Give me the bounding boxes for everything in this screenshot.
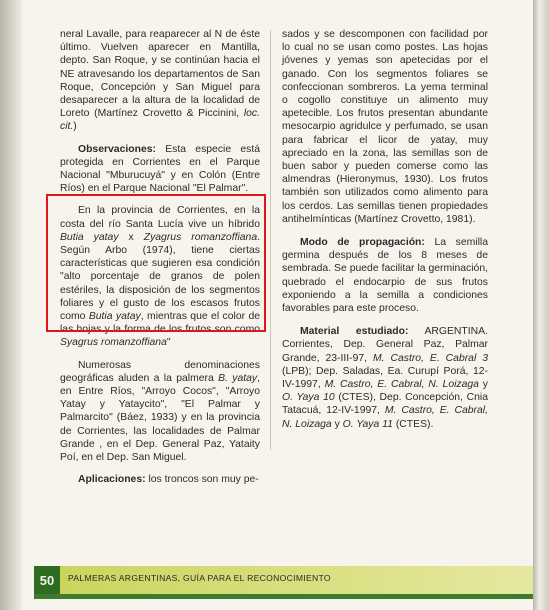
material-heading: Material estudiado:: [300, 326, 409, 338]
applications-heading: Aplicaciones:: [78, 474, 146, 486]
uses-paragraph: sados y se descomponen con facilidad por lo cual no se usan como postes. Las hojas jóvenes y yemas son apetecidas por el ganado. Con los segmentos foliares se confeccionan sombreros. La yema terminal o cogollo constituye un alimento muy apetecible. Los frutos presentan abundante mesocarpio agridulce y perfumado, se usan para fabricar el licor de yatay, muy apreciado en la zona, las semillas son de buen sabor y pueden comerse como las almendras (Hieronymus, 1930). Los frutos también son utilizados como alimento para los cerdos. Las semillas tienen propiedades antihelmínticas (Martínez Crovetto, 1981).: [282, 29, 488, 225]
propagation-heading: Modo de propagación:: [300, 237, 425, 249]
observations-heading: Observaciones:: [78, 143, 156, 155]
footer-stripe: [34, 594, 533, 599]
observations-paragraph: Observaciones: Esta especie está protegida en Corrientes en el Parque Nacional "Mburucuyá" y en Colón (Entre Ríos) en el Parque Nacional "El Palmar".: [60, 143, 260, 195]
applications-paragraph: Aplicaciones: los troncos son muy pe-: [78, 474, 259, 486]
highlight-annotation-box: [46, 194, 266, 332]
page-number: 50: [34, 566, 60, 594]
place-names-paragraph: Numerosas denominaciones geográficas aluden a la palmera B. yatay, en Entre Ríos, "Arroyo Cocos", "Arroyo Yatay y Yataycito", "El Palmar y Palmarcito" (Báez, 1933) y en la provincia de Corrientes, las localidades de Palmar Grande , en el Dep. General Paz, Yataity Poí, en el Dep. San Miguel.: [60, 359, 260, 464]
right-column: [282, 28, 488, 440]
column-divider: [270, 30, 271, 450]
page-gutter: [0, 0, 22, 610]
propagation-paragraph: Modo de propagación: La semilla germina después de los 8 meses de sembrada. Se puede facilitar la germinación, quebrado el endocarpio de sus frutos exponiendo a la semilla a condiciones favorables para este proceso.: [282, 237, 489, 315]
hybrid-paragraph: En la provincia de Corrientes, en la costa del río Santa Lucía vive un híbrido Butia yatay x Zyagrus romanzoffiana. Según Arbo (1974), tiene ciertas características que sugieren esa condición "alto porcentaje de granos de polen estériles, la disposición de los segmentos foliares y el gusto de los escasos frutos como Butia yatay, mientras que el color de las hojas y la forma de los frutos son como Syagrus romanzoffiana": [60, 205, 261, 349]
running-title: PALMERAS ARGENTINAS, GUÍA PARA EL RECONOCIMIENTO: [68, 573, 331, 583]
material-paragraph: Material estudiado: ARGENTINA. Corrientes, Dep. General Paz, Palmar Grande, 23-III-97, M. Castro, E. Cabral 3 (LPB); Dep. Saladas, Ea. Curupí Porá, 12-IV-1997, M. Castro, E. Cabral, N. Loizaga y O. Yaya 10 (CTES), Dep. Concepción, Cnia Tatacuá, 12-IV-1997, M. Castro, E. Cabral, N. Loizaga y O. Yaya 11 (CTES).: [282, 326, 488, 430]
distribution-paragraph: neral Lavalle, para reaparecer al N de éste último. Vuelven aparecer en Mantilla, depto. San Roque, y se continúan hacia el NE atravesando los departamentos de San Roque, Concepción y San Miguel para desaparecer a la altura de la localidad de Loreto (Martínez Crovetto & Piccinini, loc. cit.): [60, 29, 260, 133]
page-footer: [0, 556, 533, 610]
page-edge: [533, 0, 549, 610]
